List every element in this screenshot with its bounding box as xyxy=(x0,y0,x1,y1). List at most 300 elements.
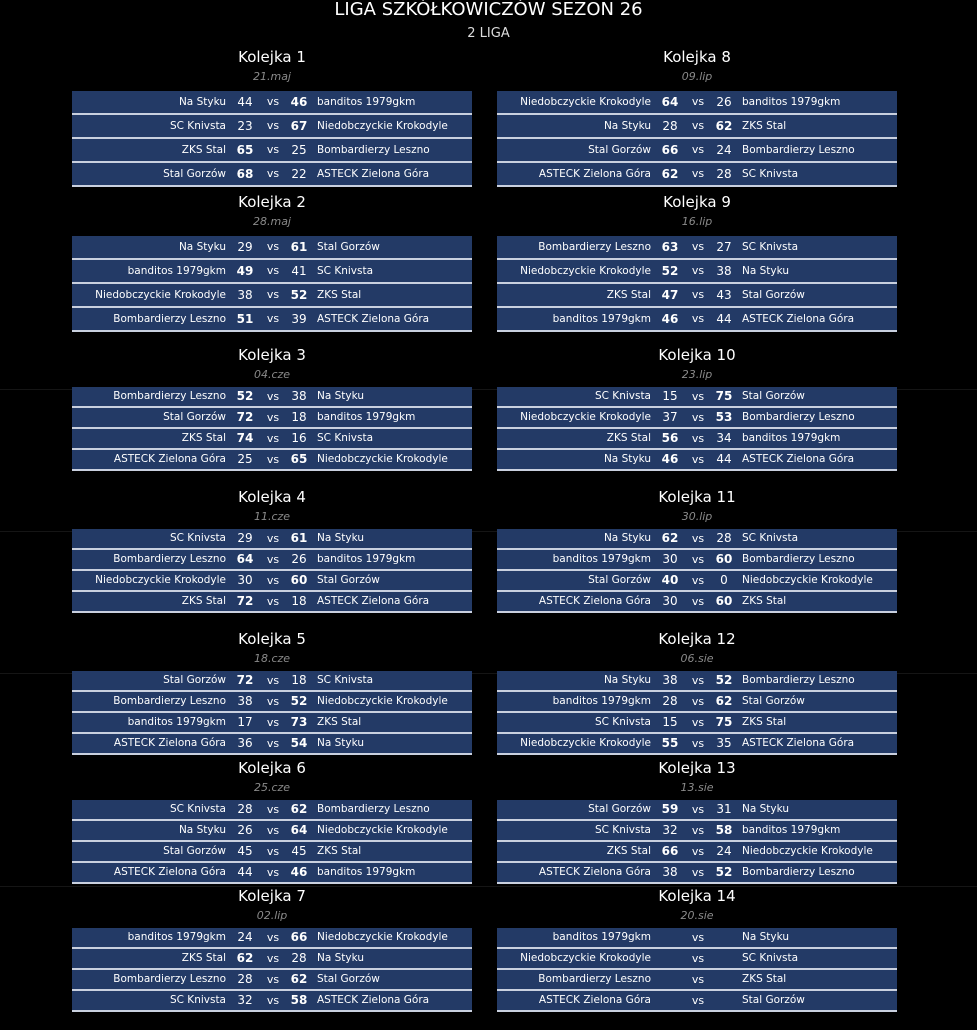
away-score: 39 xyxy=(291,312,307,326)
round-title: Kolejka 6 xyxy=(238,759,306,777)
home-team: Niedobczyckie Krokodyle xyxy=(520,411,651,423)
match-row xyxy=(497,692,897,713)
match-row xyxy=(72,863,472,884)
home-score: 36 xyxy=(237,736,253,750)
match-row xyxy=(497,284,897,308)
vs-label: vs xyxy=(266,453,280,466)
match-row xyxy=(72,671,472,692)
away-team: SC Knivsta xyxy=(317,265,374,277)
vs-label: vs xyxy=(691,312,705,325)
home-score: 55 xyxy=(661,736,679,750)
home-team: SC Knivsta xyxy=(169,994,226,1006)
away-score: 46 xyxy=(290,865,308,879)
home-score: 63 xyxy=(661,240,679,254)
home-score: 30 xyxy=(237,573,253,587)
home-team: SC Knivsta xyxy=(169,532,226,544)
away-score: 25 xyxy=(291,143,307,157)
match-row xyxy=(497,408,897,429)
match-row xyxy=(72,91,472,115)
away-score: 67 xyxy=(290,119,308,133)
home-team: Niedobczyckie Krokodyle xyxy=(520,265,651,277)
away-score: 52 xyxy=(290,288,308,302)
home-score: 64 xyxy=(236,552,254,566)
home-team: ASTECK Zielona Góra xyxy=(538,866,651,878)
away-score: 26 xyxy=(291,552,307,566)
away-team: Bombardierzy Leszno xyxy=(742,411,855,423)
vs-label: vs xyxy=(266,432,280,445)
vs-label: vs xyxy=(266,994,280,1007)
vs-label: vs xyxy=(266,737,280,750)
home-score: 74 xyxy=(236,431,254,445)
home-team: Bombardierzy Leszno xyxy=(113,695,226,707)
away-score: 73 xyxy=(290,715,308,729)
home-score: 46 xyxy=(661,312,679,326)
away-team: banditos 1979gkm xyxy=(742,96,841,108)
away-score: 61 xyxy=(290,240,308,254)
match-row xyxy=(72,260,472,284)
match-row xyxy=(72,970,472,991)
away-score: 18 xyxy=(291,673,307,687)
home-score: 17 xyxy=(237,715,253,729)
match-row xyxy=(497,91,897,115)
match-row xyxy=(497,387,897,408)
away-score: 52 xyxy=(715,673,733,687)
away-team: Bombardierzy Leszno xyxy=(742,553,855,565)
vs-label: vs xyxy=(691,532,705,545)
home-team: Na Styku xyxy=(178,824,226,836)
away-score xyxy=(715,991,733,1010)
away-team: Stal Gorzów xyxy=(742,390,805,402)
home-team: Stal Gorzów xyxy=(588,574,651,586)
match-row xyxy=(497,450,897,471)
home-team: banditos 1979gkm xyxy=(127,265,226,277)
away-team: ASTECK Zielona Góra xyxy=(317,168,430,180)
vs-label: vs xyxy=(266,931,280,944)
match-row xyxy=(497,429,897,450)
home-score: 37 xyxy=(662,410,678,424)
home-score: 56 xyxy=(661,431,679,445)
away-team: SC Knivsta xyxy=(742,168,799,180)
round-title: Kolejka 12 xyxy=(658,630,736,648)
away-score: 62 xyxy=(290,972,308,986)
vs-label: vs xyxy=(266,532,280,545)
round-title: Kolejka 1 xyxy=(238,48,306,66)
vs-label: vs xyxy=(266,240,280,253)
home-score: 40 xyxy=(661,573,679,587)
away-team: banditos 1979gkm xyxy=(317,553,416,565)
home-team: banditos 1979gkm xyxy=(127,716,226,728)
home-team: ASTECK Zielona Góra xyxy=(113,866,226,878)
away-team: ASTECK Zielona Góra xyxy=(742,737,855,749)
match-row xyxy=(72,571,472,592)
match-row xyxy=(72,115,472,139)
vs-label: vs xyxy=(266,553,280,566)
match-row xyxy=(72,692,472,713)
away-team: Bombardierzy Leszno xyxy=(742,866,855,878)
away-team: SC Knivsta xyxy=(742,952,799,964)
home-team: ASTECK Zielona Góra xyxy=(538,994,651,1006)
home-team: Stal Gorzów xyxy=(163,674,226,686)
vs-label: vs xyxy=(691,264,705,277)
page-subtitle: 2 LIGA xyxy=(467,26,510,41)
away-score: 75 xyxy=(715,389,733,403)
home-team: Bombardierzy Leszno xyxy=(113,313,226,325)
match-row xyxy=(72,592,472,613)
home-score: 52 xyxy=(236,389,254,403)
home-team: Niedobczyckie Krokodyle xyxy=(95,289,226,301)
vs-label: vs xyxy=(691,695,705,708)
home-team: Na Styku xyxy=(178,241,226,253)
round-date: 30.lip xyxy=(681,510,713,523)
home-score: 28 xyxy=(237,972,253,986)
away-score: 28 xyxy=(716,167,732,181)
vs-label: vs xyxy=(691,824,705,837)
home-score xyxy=(661,991,679,1010)
away-score: 44 xyxy=(716,312,732,326)
match-row xyxy=(72,713,472,734)
match-row xyxy=(497,928,897,949)
vs-label: vs xyxy=(691,453,705,466)
home-score: 24 xyxy=(237,930,253,944)
away-team: Niedobczyckie Krokodyle xyxy=(317,453,448,465)
vs-label: vs xyxy=(266,695,280,708)
home-team: Na Styku xyxy=(603,453,651,465)
home-score: 38 xyxy=(662,673,678,687)
home-team: Niedobczyckie Krokodyle xyxy=(520,737,651,749)
round-title: Kolejka 8 xyxy=(663,48,731,66)
vs-label: vs xyxy=(691,973,705,986)
away-score: 62 xyxy=(715,119,733,133)
home-score: 38 xyxy=(237,288,253,302)
home-team: SC Knivsta xyxy=(169,120,226,132)
page-title: LIGA SZKÓŁKOWICZÓW SEZON 26 xyxy=(334,0,643,20)
home-team: ZKS Stal xyxy=(606,432,651,444)
away-team: Stal Gorzów xyxy=(742,695,805,707)
match-row xyxy=(72,408,472,429)
away-score: 18 xyxy=(291,410,307,424)
away-score: 27 xyxy=(716,240,732,254)
round-date: 21.maj xyxy=(252,70,291,83)
vs-label: vs xyxy=(691,716,705,729)
home-score: 72 xyxy=(236,410,254,424)
away-score: 31 xyxy=(716,802,732,816)
match-row xyxy=(497,115,897,139)
away-team: ZKS Stal xyxy=(742,716,787,728)
match-row xyxy=(497,671,897,692)
vs-label: vs xyxy=(266,845,280,858)
away-score: 58 xyxy=(290,993,308,1007)
home-team: banditos 1979gkm xyxy=(552,695,651,707)
away-score: 64 xyxy=(290,823,308,837)
home-team: Na Styku xyxy=(178,96,226,108)
round-date: 09.lip xyxy=(681,70,713,83)
vs-label: vs xyxy=(266,803,280,816)
away-team: banditos 1979gkm xyxy=(742,432,841,444)
match-row xyxy=(72,928,472,949)
vs-label: vs xyxy=(266,574,280,587)
home-team: banditos 1979gkm xyxy=(552,931,651,943)
away-score: 43 xyxy=(716,288,732,302)
match-row xyxy=(72,550,472,571)
match-row xyxy=(72,139,472,163)
home-team: Bombardierzy Leszno xyxy=(538,973,651,985)
home-team: Stal Gorzów xyxy=(588,144,651,156)
away-team: Bombardierzy Leszno xyxy=(742,674,855,686)
vs-label: vs xyxy=(266,674,280,687)
home-score: 44 xyxy=(237,95,253,109)
home-score: 59 xyxy=(661,802,679,816)
round-title: Kolejka 5 xyxy=(238,630,306,648)
away-score: 18 xyxy=(291,594,307,608)
away-score: 60 xyxy=(290,573,308,587)
home-score: 28 xyxy=(237,802,253,816)
away-team: Na Styku xyxy=(317,737,365,749)
home-team: SC Knivsta xyxy=(594,716,651,728)
vs-label: vs xyxy=(266,312,280,325)
match-row xyxy=(497,970,897,991)
away-team: Niedobczyckie Krokodyle xyxy=(317,695,448,707)
home-team: ZKS Stal xyxy=(181,952,226,964)
home-score: 29 xyxy=(237,531,253,545)
home-score: 26 xyxy=(237,823,253,837)
match-row xyxy=(497,800,897,821)
home-team: banditos 1979gkm xyxy=(552,553,651,565)
away-score: 44 xyxy=(716,452,732,466)
away-score: 22 xyxy=(291,167,307,181)
home-score: 38 xyxy=(662,865,678,879)
home-team: Niedobczyckie Krokodyle xyxy=(520,96,651,108)
round-date: 06.sie xyxy=(680,652,714,665)
away-team: SC Knivsta xyxy=(317,432,374,444)
away-score: 62 xyxy=(715,694,733,708)
vs-label: vs xyxy=(266,595,280,608)
home-team: ASTECK Zielona Góra xyxy=(538,595,651,607)
vs-label: vs xyxy=(691,803,705,816)
home-team: SC Knivsta xyxy=(594,824,651,836)
home-team: Bombardierzy Leszno xyxy=(538,241,651,253)
home-score: 65 xyxy=(236,143,254,157)
home-team: SC Knivsta xyxy=(169,803,226,815)
round-title: Kolejka 14 xyxy=(658,887,736,905)
vs-label: vs xyxy=(266,716,280,729)
home-score xyxy=(661,928,679,947)
away-team: ZKS Stal xyxy=(742,973,787,985)
vs-label: vs xyxy=(691,288,705,301)
round-date: 16.lip xyxy=(681,215,713,228)
away-score: 46 xyxy=(290,95,308,109)
away-team: Niedobczyckie Krokodyle xyxy=(317,931,448,943)
home-team: Bombardierzy Leszno xyxy=(113,553,226,565)
round-title: Kolejka 13 xyxy=(658,759,736,777)
vs-label: vs xyxy=(266,167,280,180)
home-team: SC Knivsta xyxy=(594,390,651,402)
home-score: 23 xyxy=(237,119,253,133)
away-team: ASTECK Zielona Góra xyxy=(742,313,855,325)
home-score: 28 xyxy=(662,694,678,708)
vs-label: vs xyxy=(266,288,280,301)
vs-label: vs xyxy=(266,973,280,986)
home-score: 51 xyxy=(236,312,254,326)
home-score: 32 xyxy=(237,993,253,1007)
home-score: 66 xyxy=(661,844,679,858)
vs-label: vs xyxy=(266,824,280,837)
away-team: Stal Gorzów xyxy=(742,994,805,1006)
home-team: ASTECK Zielona Góra xyxy=(538,168,651,180)
home-score: 45 xyxy=(237,844,253,858)
home-score xyxy=(661,970,679,989)
home-team: Niedobczyckie Krokodyle xyxy=(520,952,651,964)
home-score: 25 xyxy=(237,452,253,466)
vs-label: vs xyxy=(691,866,705,879)
home-score: 29 xyxy=(237,240,253,254)
away-team: Stal Gorzów xyxy=(742,289,805,301)
away-score: 0 xyxy=(720,573,728,587)
away-score xyxy=(715,928,733,947)
vs-label: vs xyxy=(691,95,705,108)
home-team: ZKS Stal xyxy=(606,845,651,857)
away-score: 65 xyxy=(290,452,308,466)
home-team: Bombardierzy Leszno xyxy=(113,390,226,402)
match-row xyxy=(497,863,897,884)
away-score: 24 xyxy=(716,143,732,157)
match-row xyxy=(72,800,472,821)
away-team: ZKS Stal xyxy=(317,845,362,857)
round-date: 02.lip xyxy=(256,909,288,922)
away-score xyxy=(715,970,733,989)
home-score: 15 xyxy=(662,715,678,729)
away-team: Niedobczyckie Krokodyle xyxy=(317,824,448,836)
away-team: Stal Gorzów xyxy=(317,241,380,253)
match-row xyxy=(497,949,897,970)
away-team: Niedobczyckie Krokodyle xyxy=(317,120,448,132)
home-score: 72 xyxy=(236,673,254,687)
home-team: banditos 1979gkm xyxy=(127,931,226,943)
home-team: Na Styku xyxy=(603,532,651,544)
match-row xyxy=(72,387,472,408)
match-row xyxy=(72,163,472,187)
match-row xyxy=(72,991,472,1012)
home-team: ASTECK Zielona Góra xyxy=(113,453,226,465)
match-row xyxy=(497,236,897,260)
match-row xyxy=(497,821,897,842)
away-score: 28 xyxy=(291,951,307,965)
away-team: Bombardierzy Leszno xyxy=(317,144,430,156)
match-row xyxy=(497,571,897,592)
away-team: ZKS Stal xyxy=(742,595,787,607)
away-team: banditos 1979gkm xyxy=(317,96,416,108)
home-team: ASTECK Zielona Góra xyxy=(113,737,226,749)
match-row xyxy=(497,163,897,187)
match-row xyxy=(72,284,472,308)
vs-label: vs xyxy=(691,240,705,253)
match-row xyxy=(497,713,897,734)
away-score: 54 xyxy=(290,736,308,750)
vs-label: vs xyxy=(691,674,705,687)
home-score: 62 xyxy=(236,951,254,965)
vs-label: vs xyxy=(691,432,705,445)
home-score: 49 xyxy=(236,264,254,278)
away-score: 38 xyxy=(291,389,307,403)
away-score: 16 xyxy=(291,431,307,445)
home-score: 64 xyxy=(661,95,679,109)
home-score xyxy=(661,949,679,968)
home-score: 44 xyxy=(237,865,253,879)
away-team: Bombardierzy Leszno xyxy=(742,144,855,156)
away-team: ASTECK Zielona Góra xyxy=(317,313,430,325)
away-score: 75 xyxy=(715,715,733,729)
away-score: 66 xyxy=(290,930,308,944)
home-score: 62 xyxy=(661,531,679,545)
round-title: Kolejka 3 xyxy=(238,346,306,364)
away-team: Na Styku xyxy=(317,952,365,964)
home-team: Na Styku xyxy=(603,674,651,686)
home-score: 47 xyxy=(661,288,679,302)
away-team: Niedobczyckie Krokodyle xyxy=(742,574,873,586)
away-score: 35 xyxy=(716,736,732,750)
away-team: banditos 1979gkm xyxy=(742,824,841,836)
away-team: banditos 1979gkm xyxy=(317,411,416,423)
round-date: 25.cze xyxy=(253,781,291,794)
match-row xyxy=(497,529,897,550)
vs-label: vs xyxy=(691,411,705,424)
vs-label: vs xyxy=(266,411,280,424)
vs-label: vs xyxy=(691,595,705,608)
away-team: Na Styku xyxy=(742,931,790,943)
home-score: 30 xyxy=(662,594,678,608)
away-team: Na Styku xyxy=(317,532,365,544)
home-team: Niedobczyckie Krokodyle xyxy=(95,574,226,586)
round-title: Kolejka 4 xyxy=(238,488,306,506)
round-title: Kolejka 10 xyxy=(658,346,736,364)
away-score: 34 xyxy=(716,431,732,445)
home-team: ZKS Stal xyxy=(181,144,226,156)
match-row xyxy=(72,236,472,260)
match-row xyxy=(497,308,897,332)
match-row xyxy=(497,842,897,863)
vs-label: vs xyxy=(691,574,705,587)
home-score: 46 xyxy=(661,452,679,466)
match-row xyxy=(497,991,897,1012)
match-row xyxy=(72,842,472,863)
away-team: ZKS Stal xyxy=(317,289,362,301)
away-score: 24 xyxy=(716,844,732,858)
home-team: banditos 1979gkm xyxy=(552,313,651,325)
away-team: SC Knivsta xyxy=(742,241,799,253)
away-team: ASTECK Zielona Góra xyxy=(742,453,855,465)
vs-label: vs xyxy=(266,95,280,108)
vs-label: vs xyxy=(266,866,280,879)
match-row xyxy=(497,139,897,163)
round-date: 18.cze xyxy=(253,652,291,665)
away-team: ASTECK Zielona Góra xyxy=(317,994,430,1006)
vs-label: vs xyxy=(691,143,705,156)
away-score: 61 xyxy=(290,531,308,545)
round-date: 28.maj xyxy=(252,215,291,228)
away-score: 52 xyxy=(290,694,308,708)
match-row xyxy=(497,260,897,284)
home-score: 38 xyxy=(237,694,253,708)
home-score: 62 xyxy=(661,167,679,181)
vs-label: vs xyxy=(691,553,705,566)
home-team: ZKS Stal xyxy=(181,432,226,444)
vs-label: vs xyxy=(266,952,280,965)
match-row xyxy=(72,821,472,842)
home-team: Bombardierzy Leszno xyxy=(113,973,226,985)
round-date: 11.cze xyxy=(253,510,291,523)
vs-label: vs xyxy=(266,119,280,132)
away-score: 26 xyxy=(716,95,732,109)
away-score: 62 xyxy=(290,802,308,816)
